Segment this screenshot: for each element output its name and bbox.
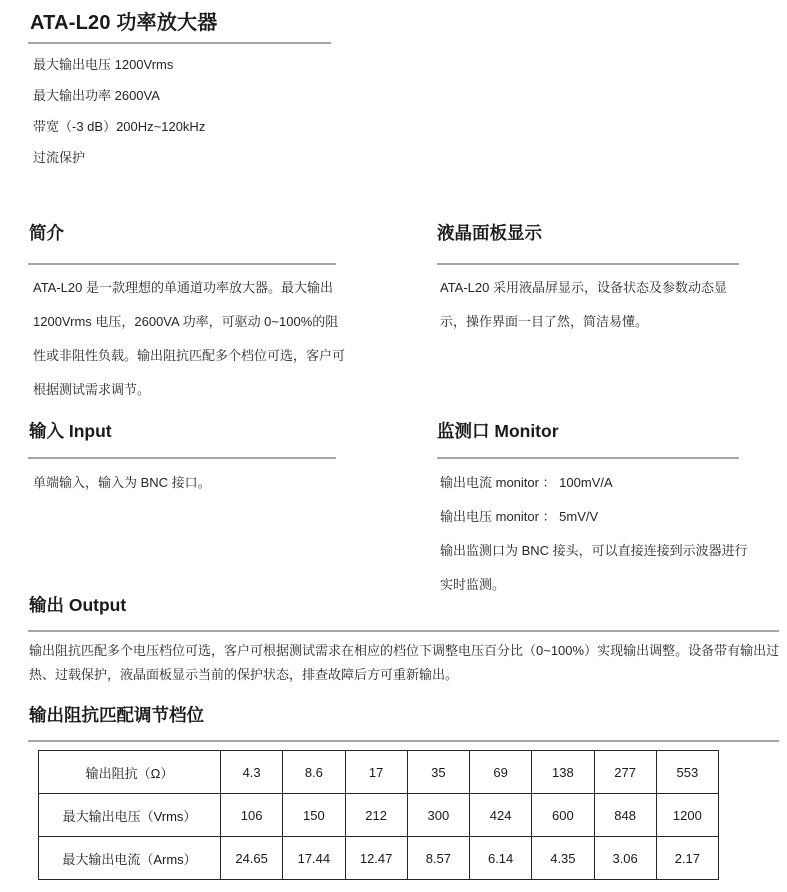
gears-rule: [28, 740, 779, 742]
monitor-line-bnc: 输出监测口为 BNC 接头，可以直接连接到示波器进行实时监测。: [440, 543, 748, 592]
impedance-table: [38, 750, 719, 880]
value-cell: 212: [345, 794, 407, 837]
value-cell: 277: [594, 751, 656, 794]
intro-rule: [28, 263, 336, 265]
value-cell: 106: [221, 794, 283, 837]
value-cell: 150: [283, 794, 345, 837]
monitor-rule: [437, 457, 739, 459]
monitor-paragraph: [440, 466, 748, 602]
value-cell: 8.57: [407, 837, 469, 880]
spec-item: 带宽（-3 dB）200Hz~120kHz: [33, 119, 206, 134]
spec-item: 过流保护: [33, 150, 86, 165]
value-cell: 4.35: [532, 837, 594, 880]
table-row-impedance: [39, 751, 719, 794]
value-cell: 3.06: [594, 837, 656, 880]
table-row-max-current: [39, 837, 719, 880]
value-cell: 6.14: [470, 837, 532, 880]
value-cell: 69: [470, 751, 532, 794]
section-heading-input: 输入 Input: [29, 421, 112, 441]
table-row-max-voltage: [39, 794, 719, 837]
section-heading-output: 输出 Output: [29, 595, 127, 615]
value-cell: 12.47: [345, 837, 407, 880]
input-paragraph: 单端输入，输入为 BNC 接口。: [33, 475, 211, 490]
value-cell: 300: [407, 794, 469, 837]
row-label-cell: 最大输出电流（Arms）: [39, 837, 221, 880]
value-cell: 600: [532, 794, 594, 837]
lcd-rule: [437, 263, 739, 265]
value-cell: 24.65: [221, 837, 283, 880]
value-cell: 1200: [656, 794, 718, 837]
section-heading-gears: 输出阻抗匹配调节档位: [29, 705, 204, 725]
monitor-line-current: 输出电流 monitor ： 100mV/A: [440, 475, 613, 490]
value-cell: 553: [656, 751, 718, 794]
spec-list: [33, 49, 205, 173]
value-cell: 138: [532, 751, 594, 794]
output-paragraph: 输出阻抗匹配多个电压档位可选，客户可根据测试需求在相应的档位下调整电压百分比（0~100%）实现输出调整。设备带有输出过热、过载保护，液晶面板显示当前的保护状态，排查故障后方可重新输出。: [29, 643, 780, 682]
page-title: ATA-L20 功率放大器: [30, 12, 218, 34]
value-cell: 17: [345, 751, 407, 794]
row-label-cell: 输出阻抗（Ω）: [39, 751, 221, 794]
value-cell: 8.6: [283, 751, 345, 794]
value-cell: 35: [407, 751, 469, 794]
spec-item: 最大输出功率 2600VA: [33, 88, 160, 103]
value-cell: 17.44: [283, 837, 345, 880]
value-cell: 2.17: [656, 837, 718, 880]
value-cell: 848: [594, 794, 656, 837]
spec-item: 最大输出电压 1200Vrms: [33, 57, 174, 72]
value-cell: 4.3: [221, 751, 283, 794]
monitor-line-voltage: 输出电压 monitor ： 5mV/V: [440, 509, 599, 524]
title-rule: [28, 42, 331, 44]
input-rule: [28, 457, 336, 459]
intro-paragraph: ATA-L20 是一款理想的单通道功率放大器。最大输出 1200Vrms 电压，2600VA 功率，可驱动 0~100%的阻性或非阻性负载。输出阻抗匹配多个档位可选，客户可根据测试需求调节。: [33, 280, 346, 397]
lcd-paragraph: ATA-L20 采用液晶屏显示，设备状态及参数动态显示，操作界面一目了然，简洁易懂。: [440, 280, 727, 329]
row-label-cell: 最大输出电压（Vrms）: [39, 794, 221, 837]
output-rule: [28, 630, 779, 632]
section-heading-lcd: 液晶面板显示: [437, 223, 542, 243]
value-cell: 424: [470, 794, 532, 837]
section-heading-intro: 简介: [29, 223, 64, 243]
section-heading-monitor: 监测口 Monitor: [437, 421, 559, 441]
